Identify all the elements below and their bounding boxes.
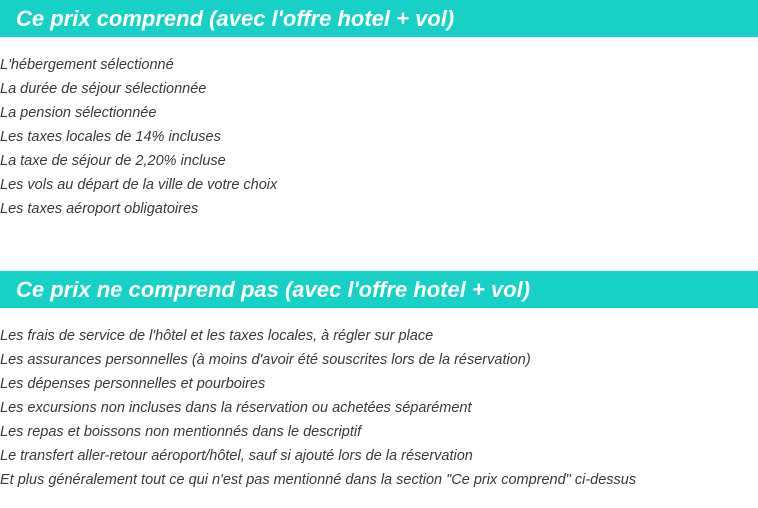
- price-excludes-list: [0, 324, 758, 492]
- list-item: La taxe de séjour de 2,20% incluse: [0, 153, 226, 169]
- price-includes-heading: Ce prix comprend (avec l'offre hotel + vol): [0, 0, 758, 37]
- price-includes-section: [0, 0, 758, 221]
- list-item: Les assurances personnelles (à moins d'avoir été souscrites lors de la réservation): [0, 352, 531, 368]
- list-item: Les taxes aéroport obligatoires: [0, 201, 199, 217]
- list-item: Les frais de service de l'hôtel et les taxes locales, à régler sur place: [0, 328, 434, 344]
- list-item: La pension sélectionnée: [0, 105, 157, 121]
- list-item: Les excursions non incluses dans la réservation ou achetées séparément: [0, 400, 472, 416]
- price-excludes-section: [0, 271, 758, 492]
- list-item: Les taxes locales de 14% incluses: [0, 129, 221, 145]
- list-item: La durée de séjour sélectionnée: [0, 81, 207, 97]
- list-item: L'hébergement sélectionné: [0, 57, 174, 73]
- list-item: Les dépenses personnelles et pourboires: [0, 376, 266, 392]
- list-item: Et plus généralement tout ce qui n'est pas mentionné dans la section "Ce prix comprend" ci-dessus: [0, 472, 637, 488]
- list-item: Les repas et boissons non mentionnés dans le descriptif: [0, 424, 362, 440]
- price-includes-list: [0, 53, 758, 221]
- list-item: Les vols au départ de la ville de votre choix: [0, 177, 278, 193]
- list-item: Le transfert aller-retour aéroport/hôtel, sauf si ajouté lors de la réservation: [0, 448, 473, 464]
- price-excludes-heading: Ce prix ne comprend pas (avec l'offre hotel + vol): [0, 271, 758, 308]
